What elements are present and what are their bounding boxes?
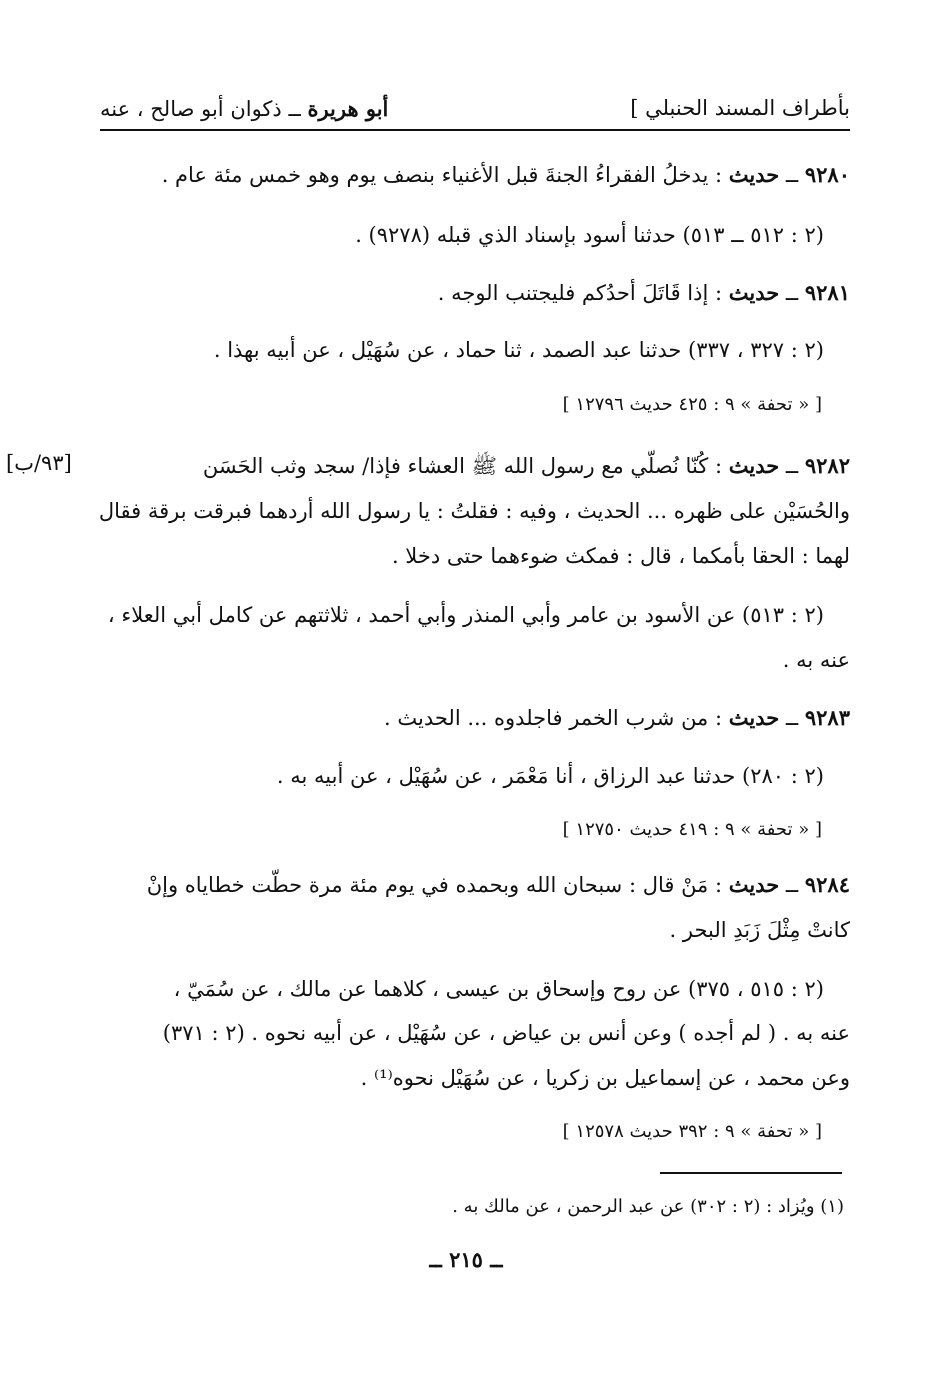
hadith-9283-ref: (٢ : ٢٨٠) حدثنا عبد الرزاق ، أنا مَعْمَر ، عن سُهَيْل ، عن أبيه به . [276,764,824,788]
hadith-9281-tuhfa: [ « تحفة » ٩ : ٤٢٥ حديث ١٢٧٩٦ ] [562,394,822,415]
footnote: (١) ويُزاد : (٢ : ٣٠٢) عن عبد الرحمن ، عن مالك به . [452,1196,844,1217]
hadith-matn: : إذا قَاتَلَ أحدُكم فليجتنب الوجه . [437,281,729,305]
hadith-9284-line2: كانتْ مِثْلَ زَبَدِ البحر . [669,918,850,942]
hadith-matn: : كُنّا نُصلّي مع رسول الله ﷺ العشاء فإذا/ سجد وثب الحَسَن [202,454,729,478]
hadith-number: ٩٢٨٣ [804,705,850,730]
header-companion: أبو هريرة [307,96,389,121]
hadith-matn: : مَنْ قال : سبحان الله وبحمده في يوم مئة مرة حطّت خطاياه وإنْ [146,873,729,897]
hadith-9282-line3: لهما : الحقا بأمكما ، قال : فمكث ضوءهما حتى دخلا . [391,544,850,568]
hadith-keyword: حديث [728,872,780,897]
hadith-9282-ref2: عنه به . [782,648,850,672]
header-rule [100,129,850,131]
hadith-9284-ref1: (٢ : ٥١٥ ، ٣٧٥) عن روح وإسحاق بن عيسى ، كلاهما عن مالك ، عن سُمَيّ ، [173,977,824,1001]
hadith-keyword: حديث [728,280,780,305]
hadith-number: ٩٢٨٠ [804,162,850,187]
hadith-number: ٩٢٨٤ [804,872,850,897]
hadith-matn: : يدخلُ الفقراءُ الجنةَ قبل الأغنياء بنصف يوم وهو خمس مئة عام . [161,163,729,187]
hadith-keyword: حديث [728,453,780,478]
hadith-9282-ref1: (٢ : ٥١٣) عن الأسود بن عامر وأبي المنذر وأبي أحمد ، ثلاثتهم عن كامل أبي العلاء ، [107,603,824,627]
hadith-9282-line2: والحُسَيْن على ظهره ... الحديث ، وفيه : فقلتُ : يا رسول الله أردهما فبرقت برقة فقال [98,499,850,523]
running-header [100,92,850,132]
hadith-matn: : من شرب الخمر فاجلدوه ... الحديث . [384,706,729,730]
hadith-9283-text: ٩٢٨٣ ــ حديث : من شرب الخمر فاجلدوه ... الحديث . [384,705,850,730]
hadith-9284-ref2: عنه به . ( لم أجده ) وعن أنس بن عياض ، عن سُهَيْل ، عن أبيه نحوه . (٢ : ٣٧١) [162,1021,850,1045]
hadith-keyword: حديث [728,162,780,187]
hadith-9284-ref3: وعن محمد ، عن إسماعيل بن زكريا ، عن سُهَيْل نحوه⁽¹⁾ . [360,1066,850,1090]
margin-folio-ref: [٩٣/ب] [6,451,72,475]
footnote-rule [660,1172,842,1174]
hadith-number: ٩٢٨١ [804,280,850,305]
hadith-9281-text: ٩٢٨١ ــ حديث : إذا قَاتَلَ أحدُكم فليجتنب الوجه . [437,280,850,305]
header-book-title: بأطراف المسند الحنبلي ] [630,96,850,120]
hadith-9280-ref: (٢ : ٥١٢ ــ ٥١٣) حدثنا أسود بإسناد الذي قبله (٩٢٧٨) . [355,223,824,247]
hadith-number: ٩٢٨٢ [804,453,850,478]
hadith-9284-line1: ٩٢٨٤ ــ حديث : مَنْ قال : سبحان الله وبحمده في يوم مئة مرة حطّت خطاياه وإنْ [146,872,850,897]
hadith-9283-tuhfa: [ « تحفة » ٩ : ٤١٩ حديث ١٢٧٥٠ ] [562,819,822,840]
page-number: ــ ٢١٥ ــ [429,1247,503,1272]
header-chapter [100,96,388,121]
hadith-keyword: حديث [728,705,780,730]
hadith-9280-text: ٩٢٨٠ ــ حديث : يدخلُ الفقراءُ الجنةَ قبل الأغنياء بنصف يوم وهو خمس مئة عام . [161,162,850,187]
header-narrator: ــ ذكوان أبو صالح ، عنه [100,97,308,121]
hadith-9282-line1: ٩٢٨٢ ــ حديث : كُنّا نُصلّي مع رسول الله ﷺ العشاء فإذا/ سجد وثب الحَسَن [202,453,850,478]
hadith-9281-ref: (٢ : ٣٢٧ ، ٣٣٧) حدثنا عبد الصمد ، ثنا حماد ، عن سُهَيْل ، عن أبيه بهذا . [213,338,824,362]
hadith-9284-tuhfa: [ « تحفة » ٩ : ٣٩٢ حديث ١٢٥٧٨ ] [562,1121,822,1142]
